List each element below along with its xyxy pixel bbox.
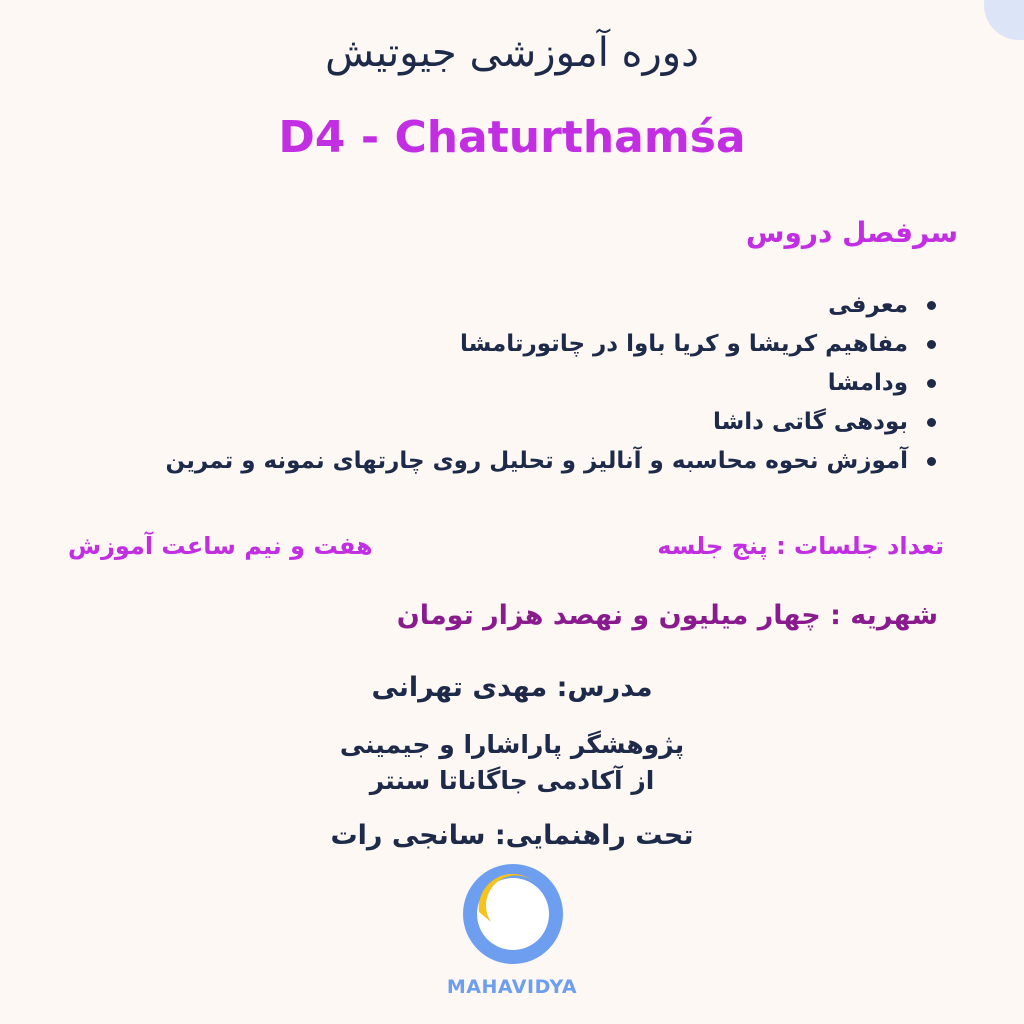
guidance-credit: تحت راهنمایی: سانجی رات (330, 820, 694, 851)
lesson-item: بودهی گاتی داشا (166, 403, 938, 442)
tuition-fee: شهریه : چهار میلیون و نهصد هزار تومان (396, 600, 938, 631)
session-count: تعداد جلسات : پنج جلسه (657, 532, 944, 560)
lesson-item: ودامشا (166, 364, 938, 403)
course-subtitle: D4 - Chaturthamśa (278, 112, 746, 163)
training-hours: هفت و نیم ساعت آموزش (68, 532, 373, 560)
crescent-circle-logo-icon (461, 862, 565, 966)
lesson-item: مفاهیم کریشا و کریا باوا در چاتورتامشا (166, 325, 938, 364)
lessons-heading: سرفصل دروس (745, 216, 958, 249)
course-title: دوره آموزشی جیوتیش (325, 30, 699, 76)
lessons-list (166, 286, 938, 481)
lesson-item: آموزش نحوه محاسبه و آنالیز و تحلیل روی چارتهای نمونه و تمرین (166, 442, 938, 481)
instructor-description: پژوهشگر پاراشارا و جیمینی (339, 730, 685, 759)
instructor-affiliation: از آکادمی جاگاناتا سنتر (369, 766, 655, 795)
instructor-name: مدرس: مهدی تهرانی (371, 672, 653, 703)
brand-name: MAHAVIDYA (446, 976, 578, 998)
lesson-item: معرفی (166, 286, 938, 325)
